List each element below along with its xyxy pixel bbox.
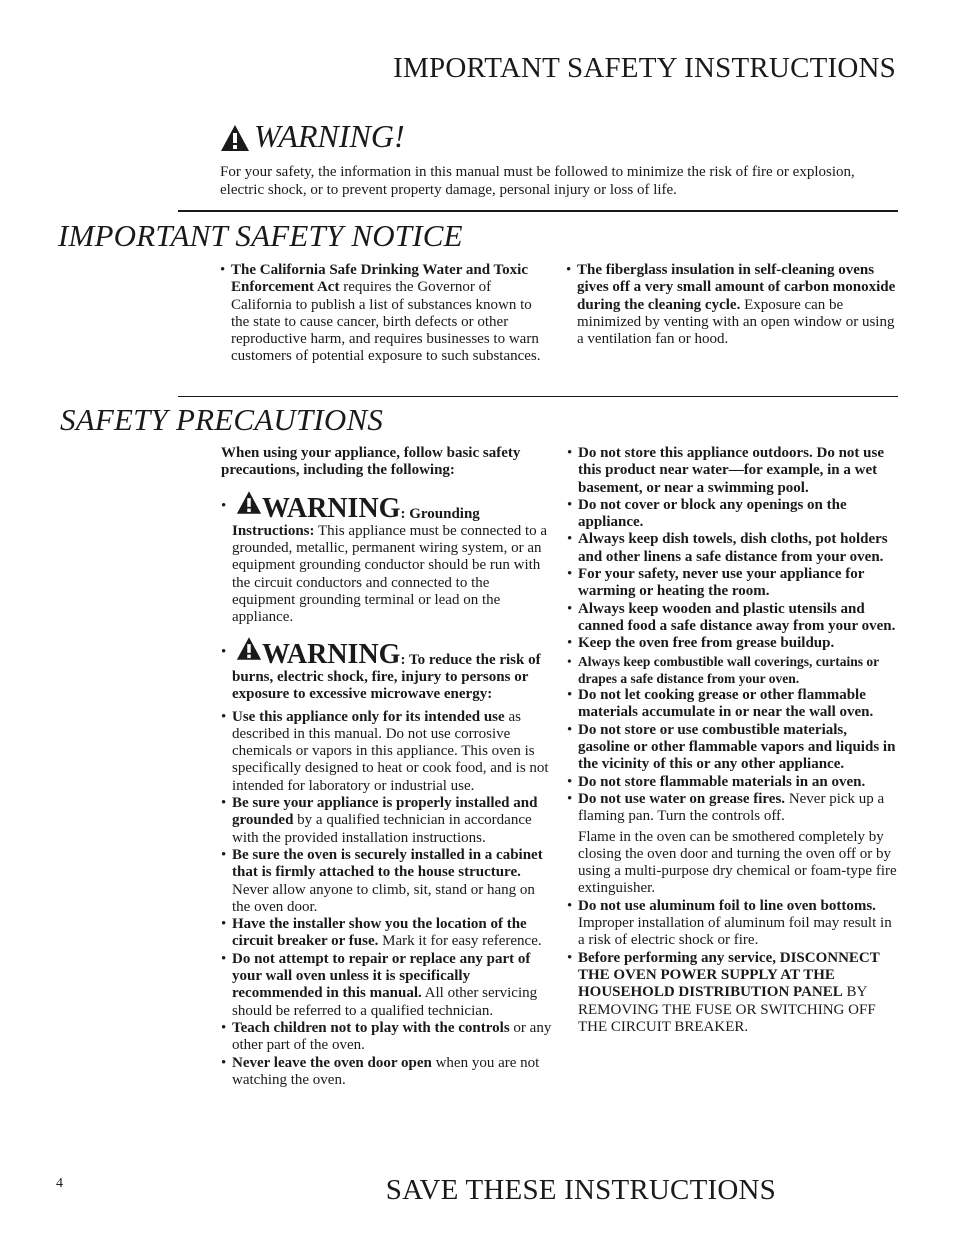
flame-note: Flame in the oven can be smothered completely by closing the oven door and turning the oven off or by using a multi-purpose dry chemical or foam-type fire extinguisher. <box>578 828 897 897</box>
list-item: • Have the installer show you the location of the circuit breaker or fuse. Mark it for easy reference. <box>221 916 542 950</box>
list-item: • Do not attempt to repair or replace any part of your wall oven unless it is specifically recommended in this manual. All other servicing should be referred to a qualified technician. <box>221 950 538 1019</box>
list-item: • Do not use aluminum foil to line oven bottoms. Improper installation of aluminum foil may result in a risk of electric shock or fire. <box>567 897 892 949</box>
list-item: • For your safety, never use your appliance for warming or heating the room. <box>567 566 865 600</box>
list-item: • Do not use water on grease fires. Never pick up a flaming pan. Turn the controls off. <box>567 790 885 825</box>
warning-paragraph: For your safety, the information in this manual must be followed to minimize the risk of fire or explosion, electric shock, or to prevent property damage, personal injury or loss of life. <box>220 164 855 198</box>
list-item: • Use this appliance only for its intended use as described in this manual. Do not use corrosive chemicals or vapors in this appliance. This oven is specifically designed to heat or cook food, and is not intended for laboratory or industrial use. <box>221 708 549 794</box>
list-item: • Always keep wooden and plastic utensils and canned food a safe distance away from your oven. <box>567 600 896 634</box>
warning-heading <box>220 120 405 152</box>
list-item: • Always keep combustible wall coverings, curtains or drapes a safe distance from your oven. <box>567 653 879 686</box>
list-item: • Never leave the oven door open when you are not watching the oven. <box>221 1054 540 1088</box>
section-title-precautions: SAFETY PRECAUTIONS <box>60 402 384 437</box>
section-title-notice: IMPORTANT SAFETY NOTICE <box>58 218 463 253</box>
divider <box>178 396 898 397</box>
precautions-intro: When using your appliance, follow basic safety precautions, including the following: <box>221 445 521 479</box>
list-item-grounding: • WARNING : Grounding Instructions: This appliance must be connected to a grounded, metallic, permanent wiring system, or an equipment grounding conductor should be run with the circuit conductors and connected to the equipment grounding terminal or lead on the appliance. <box>221 490 553 627</box>
list-item: • Be sure the oven is securely installed in a cabinet that is firmly attached to the house structure. Never allow anyone to climb, sit, stand or hang on the oven door. <box>221 846 543 915</box>
list-item: • Do not store this appliance outdoors. Do not use this product near water—for example, in a wet basement, or near a swimming pool. <box>567 445 884 496</box>
notice-left-column <box>220 262 550 366</box>
list-item: • Do not cover or block any openings on the appliance. <box>567 496 847 531</box>
list-item: • Do not let cooking grease or other flammable materials accumulate in or near the wall oven. <box>567 687 874 721</box>
precautions-left-column <box>221 445 553 1089</box>
list-item: • Always keep dish towels, dish cloths, pot holders and other linens a safe distance from your oven. <box>567 531 888 565</box>
list-item: • Be sure your appliance is properly installed and grounded by a qualified technician in accordance with the provided installation instructions. <box>221 795 538 846</box>
list-item-reduce-risk: • WARNING : To reduce the risk of burns, electric shock, fire, injury to persons or exposure to excessive microwave energy: <box>221 636 553 704</box>
footer-title: SAVE THESE INSTRUCTIONS <box>385 1174 776 1206</box>
list-item: • Before performing any service, DISCONNECT THE OVEN POWER SUPPLY AT THE HOUSEHOLD DISTRIBUTION PANEL BY REMOVING THE FUSE OR SWITCHING OFF THE CIRCUIT BREAKER. <box>567 949 880 1035</box>
divider <box>178 210 898 212</box>
list-item: • The California Safe Drinking Water and Toxic Enforcement Act requires the Governor of California to publish a list of substances known to the state to cause cancer, birth defects or other reproductive harm, and requires businesses to warn customers of potential exposure to such substances. <box>220 262 541 365</box>
warning-triangle-icon <box>236 490 262 518</box>
page-number: 4 <box>56 1176 63 1191</box>
precautions-right-column <box>567 445 897 1036</box>
list-item: • The fiberglass insulation in self-cleaning ovens gives off a very small amount of carbon monoxide during the cleaning cycle. Exposure can be minimized by venting with an open window or using a ventilation fan or hood. <box>566 262 896 348</box>
list-item: • Teach children not to play with the controls or any other part of the oven. <box>221 1019 552 1054</box>
page-header-title: IMPORTANT SAFETY INSTRUCTIONS <box>393 52 896 84</box>
list-item: • Do not store flammable materials in an oven. <box>567 773 866 790</box>
list-item: • Keep the oven free from grease buildup. <box>567 635 835 652</box>
warning-triangle-icon <box>220 124 250 152</box>
warning-triangle-icon <box>236 636 262 664</box>
warning-heading-text: WARNING! <box>254 118 405 154</box>
list-item: • Do not store or use combustible materials, gasoline or other flammable vapors and liquids in the vicinity of this or any other appliance. <box>567 721 896 773</box>
notice-right-column <box>566 262 896 348</box>
